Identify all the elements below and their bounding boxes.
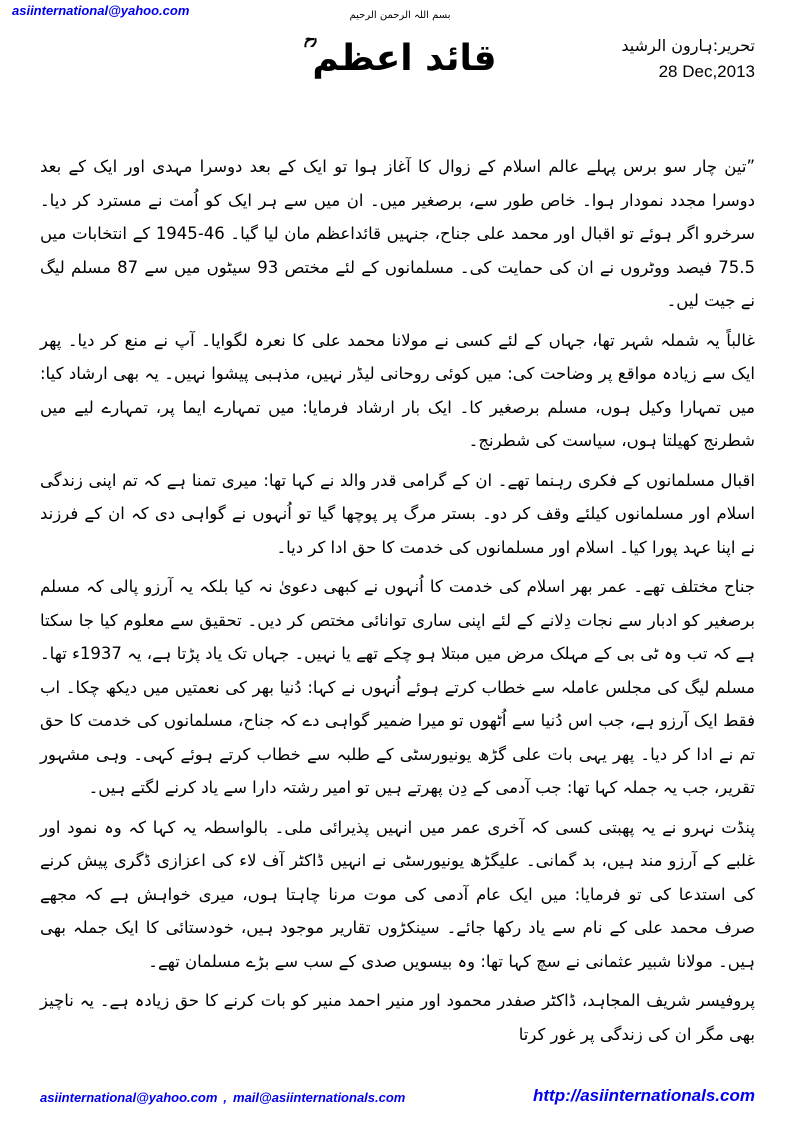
- article-date: 28 Dec,2013: [658, 62, 755, 81]
- bismillah: بسم اللہ الرحمن الرحیم: [349, 10, 451, 21]
- footer-email-yahoo[interactable]: asiinternational@yahoo.com: [40, 1090, 218, 1105]
- footer-website-link[interactable]: http://asiinternationals.com: [533, 1086, 755, 1105]
- paragraph-6: پروفیسر شریف المجاہد، ڈاکٹر صفدر محمود اور منیر احمد منیر کو بات کرنے کا حق زیادہ ہے۔ یہ ناچیز بھی مگر ان کی زندگی پر غور کرتا: [40, 991, 755, 1044]
- footer-separator: ,: [223, 1090, 228, 1105]
- footer-email-mail[interactable]: mail@asiinternationals.com: [233, 1090, 406, 1105]
- paragraph-2: غالباً یہ شملہ شہر تھا، جہاں کے لئے کسی نے مولانا محمد علی کا نعرہ لگوایا۔ آپ نے منع کر دیا۔ پھر ایک سے زیادہ مواقع پر وضاحت کی: میں کوئی روحانی لیڈر نہیں، مذہبی پیشوا نہیں۔ یہ بھی ارشاد کیا: میں تمہارا وکیل ہوں، مسلم برصغیر کا۔ ایک بار ارشاد فرمایا: میں تمہارے ایما پر، تمہارے لیے میں شطرنج کھیلتا ہوں، سیاست کی شطرنج۔: [40, 330, 755, 450]
- paragraph-5: پنڈت نہرو نے یہ پھبتی کسی کہ آخری عمر میں انہیں پذیرائی ملی۔ بالواسطہ یہ کہا کہ وہ نمود اور غلبے کے آرزو مند ہیں، بد گمانی۔ علیگڑھ یونیورسٹی نے انہیں ڈاکٹر آف لاء کی اعزازی ڈگری پیش کرنے کی استدعا کی تو فرمایا: میں ایک عام آدمی کی موت مرنا چاہتا ہوں، میری خواہش ہے کہ مجھے صرف محمد علی کے نام سے یاد رکھا جائے۔ سینکڑوں تقاریر موجود ہیں، خودستائی کا ایک جملہ بھی ہیں۔ مولانا شبیر عثمانی نے سچ کہا تھا: وہ بیسویں صدی کے سب سے بڑے مسلمان تھے۔: [40, 817, 755, 971]
- paragraph-1: ”تین چار سو برس پہلے عالم اسلام کے زوال کا آغاز ہوا تو ایک کے بعد دوسرا مہدی اور ایک کے بعد دوسرا مجدد نمودار ہوا۔ خاص طور سے، برصغیر میں۔ ان میں سے ہر ایک کو اُمت نے مسترد کر دیا۔ سرخرو اگر ہوئے تو اقبال اور محمد علی جناح، جنہیں قائداعظم مان لیا گیا۔ 46-1945 کے انتخابات میں 75.5 فیصد ووٹروں نے ان کی حمایت کی۔ مسلمانوں کے لئے مختص 93 سیٹوں میں سے 87 مسلم لیگ نے جیت لیں۔: [40, 157, 755, 310]
- author-byline: تحریر:ہارون الرشید: [621, 36, 755, 55]
- header-email[interactable]: asiinternational@yahoo.com: [12, 3, 190, 18]
- footer-emails: [40, 1090, 405, 1105]
- article-body: [40, 150, 755, 1057]
- paragraph-4: جناح مختلف تھے۔ عمر بھر اسلام کی خدمت کا اُنہوں نے کبھی دعویٰ نہ کیا بلکہ یہ آرزو پالی کہ مسلم برصغیر کو ادبار سے نجات دِلانے کے لئے اپنی ساری توانائی مختص کر دیں۔ تحقیق سے معلوم کیا جا سکتا ہے کہ تب وہ ٹی بی کے مہلک مرض میں مبتلا ہو چکے تھے یا نہیں۔ جہاں تک یاد پڑتا ہے، یہ 1937ء تھا۔ مسلم لیگ کی مجلس عاملہ سے خطاب کرتے ہوئے اُنہوں نے کہا: دُنیا بھر کی نعمتیں میں دیکھ چکا۔ اب فقط ایک آرزو ہے، جب اس دُنیا سے اُٹھوں تو میرا ضمیر گواہی دے کہ جناح، مسلمانوں کی خدمت کا حق تم نے ادا کر دیا۔ پھر یہی بات علی گڑھ یونیورسٹی کے طلبہ سے خطاب کرتے ہوئے کہی۔ وہی مشہور تقریر، جب یہ جملہ کہا تھا: جب آدمی کے دِن پھرتے ہیں تو امیر رشتہ دارا سے یاد کرنے لگتے ہیں۔: [40, 577, 755, 797]
- paragraph-3: اقبال مسلمانوں کے فکری رہنما تھے۔ ان کے گرامی قدر والد نے کہا تھا: میری تمنا ہے کہ تم اپنی زندگی اسلام اور مسلمانوں کیلئے وقف کر دو۔ بستر مرگ پر پوچھا گیا تو اُنہوں نے گواہی دی کہ ان کے فرزند نے اپنا عہد پورا کیا۔ اسلام اور مسلمانوں کی خدمت کا حق ادا کر دیا۔: [40, 470, 755, 557]
- page-title: قائد اعظم ؒ: [303, 38, 497, 79]
